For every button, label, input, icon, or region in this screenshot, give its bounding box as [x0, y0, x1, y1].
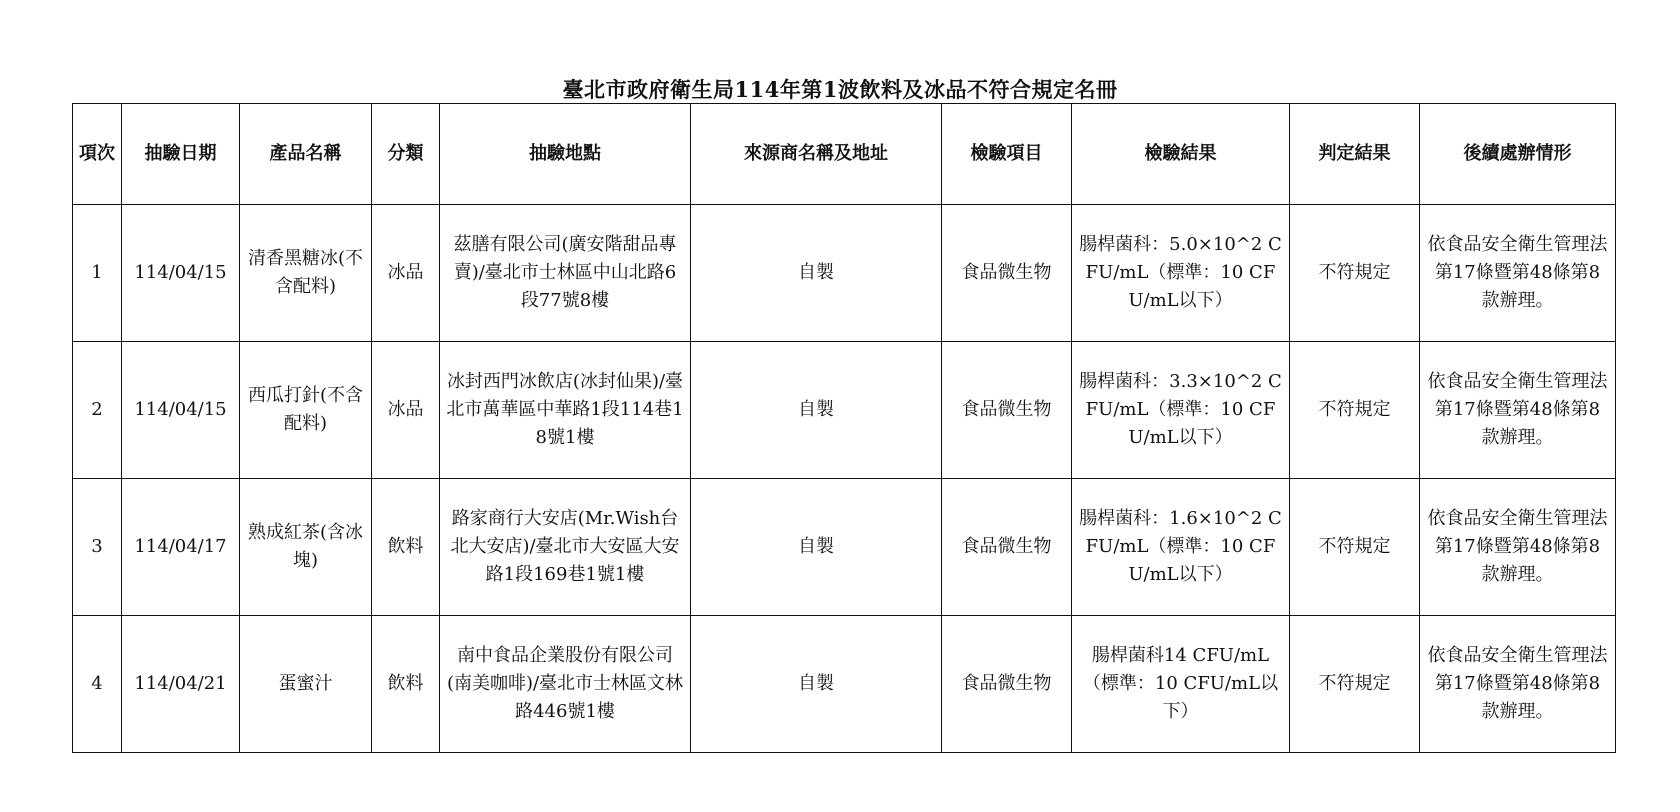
cell-product: 熟成紅茶(含冰塊)	[240, 479, 372, 616]
table-header-row	[73, 104, 1616, 205]
cell-date: 114/04/15	[122, 342, 240, 479]
cell-item: 食品微生物	[942, 205, 1072, 342]
cell-no: 2	[73, 342, 122, 479]
cell-judgment: 不符規定	[1290, 205, 1420, 342]
cell-location: 南中食品企業股份有限公司(南美咖啡)/臺北市士林區文林路446號1樓	[440, 616, 691, 753]
cell-judgment: 不符規定	[1290, 479, 1420, 616]
cell-followup: 依食品安全衛生管理法第17條暨第48條第8款辦理。	[1420, 205, 1616, 342]
header-no: 項次	[73, 104, 122, 205]
violation-table	[72, 103, 1616, 753]
cell-source: 自製	[691, 205, 942, 342]
table-row	[73, 479, 1616, 616]
cell-followup: 依食品安全衛生管理法第17條暨第48條第8款辦理。	[1420, 479, 1616, 616]
cell-source: 自製	[691, 342, 942, 479]
cell-no: 4	[73, 616, 122, 753]
cell-location: 路家商行大安店(Mr.Wish台北大安店)/臺北市大安區大安路1段169巷1號1樓	[440, 479, 691, 616]
cell-location: 茲膳有限公司(廣安階甜品專賣)/臺北市士林區中山北路6段77號8樓	[440, 205, 691, 342]
header-location: 抽驗地點	[440, 104, 691, 205]
cell-result: 腸桿菌科：3.3×10^2 CFU/mL（標準：10 CFU/mL以下）	[1072, 342, 1290, 479]
header-followup: 後續處辦情形	[1420, 104, 1616, 205]
cell-followup: 依食品安全衛生管理法第17條暨第48條第8款辦理。	[1420, 342, 1616, 479]
cell-followup: 依食品安全衛生管理法第17條暨第48條第8款辦理。	[1420, 616, 1616, 753]
cell-source: 自製	[691, 616, 942, 753]
cell-date: 114/04/17	[122, 479, 240, 616]
header-category: 分類	[372, 104, 440, 205]
cell-result: 腸桿菌科：1.6×10^2 CFU/mL（標準：10 CFU/mL以下）	[1072, 479, 1290, 616]
cell-category: 冰品	[372, 205, 440, 342]
cell-category: 冰品	[372, 342, 440, 479]
header-item: 檢驗項目	[942, 104, 1072, 205]
cell-item: 食品微生物	[942, 479, 1072, 616]
header-product: 產品名稱	[240, 104, 372, 205]
cell-date: 114/04/21	[122, 616, 240, 753]
cell-product: 清香黑糖冰(不含配料)	[240, 205, 372, 342]
cell-category: 飲料	[372, 616, 440, 753]
cell-location: 冰封西門冰飲店(冰封仙果)/臺北市萬華區中華路1段114巷18號1樓	[440, 342, 691, 479]
cell-judgment: 不符規定	[1290, 616, 1420, 753]
table-row	[73, 205, 1616, 342]
cell-category: 飲料	[372, 479, 440, 616]
cell-judgment: 不符規定	[1290, 342, 1420, 479]
header-judgment: 判定結果	[1290, 104, 1420, 205]
header-result: 檢驗結果	[1072, 104, 1290, 205]
table-row	[73, 616, 1616, 753]
cell-product: 蛋蜜汁	[240, 616, 372, 753]
cell-product: 西瓜打針(不含配料)	[240, 342, 372, 479]
cell-item: 食品微生物	[942, 616, 1072, 753]
header-date: 抽驗日期	[122, 104, 240, 205]
cell-no: 3	[73, 479, 122, 616]
cell-no: 1	[73, 205, 122, 342]
header-source: 來源商名稱及地址	[691, 104, 942, 205]
table-row	[73, 342, 1616, 479]
cell-item: 食品微生物	[942, 342, 1072, 479]
page-title: 臺北市政府衛生局114年第1波飲料及冰品不符合規定名冊	[562, 77, 1118, 102]
cell-source: 自製	[691, 479, 942, 616]
cell-date: 114/04/15	[122, 205, 240, 342]
cell-result: 腸桿菌科14 CFU/mL（標準：10 CFU/mL以下）	[1072, 616, 1290, 753]
cell-result: 腸桿菌科：5.0×10^2 CFU/mL（標準：10 CFU/mL以下）	[1072, 205, 1290, 342]
